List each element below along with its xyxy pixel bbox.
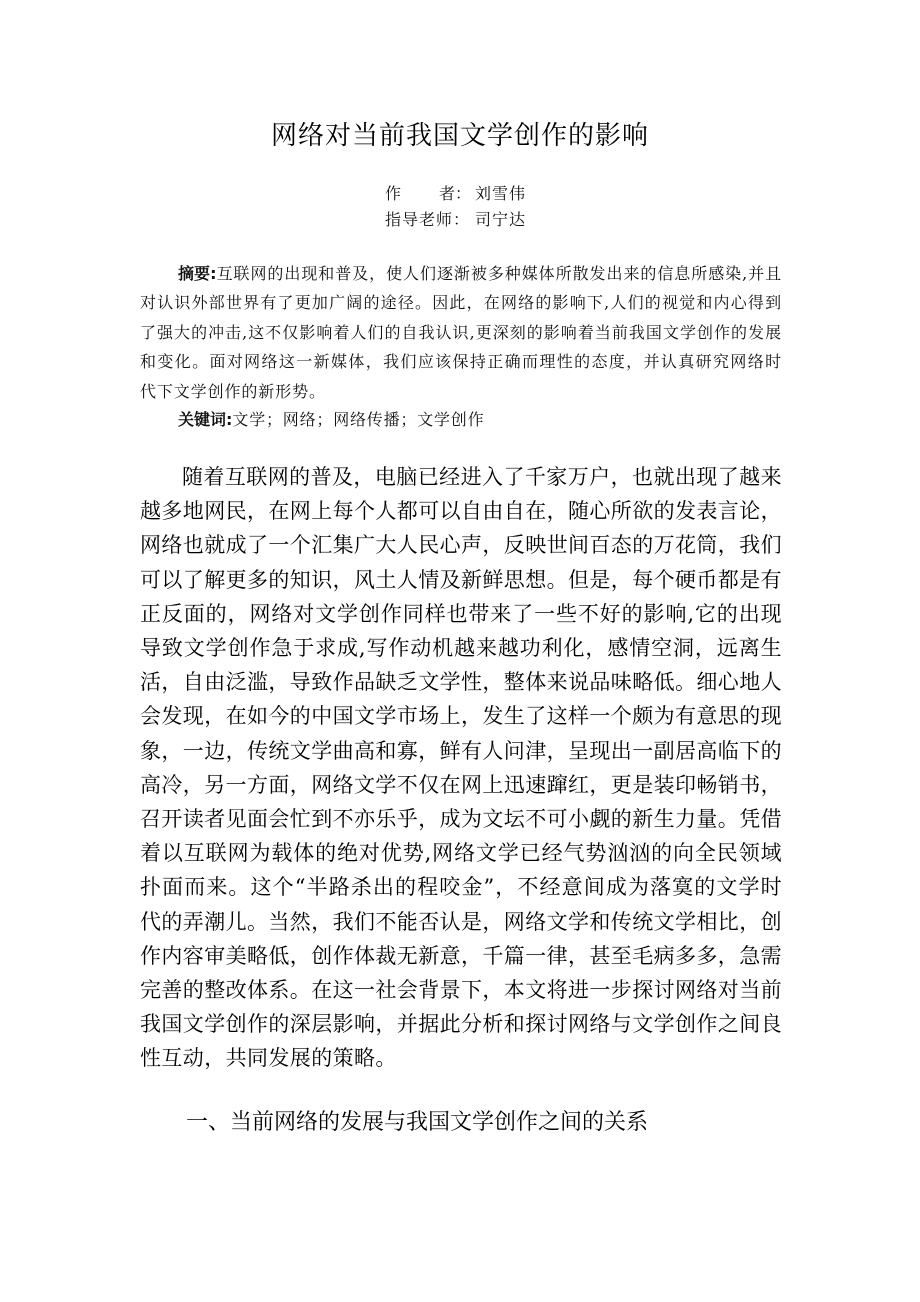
section-heading: 一、当前网络的发展与我国文学创作之间的关系 [186,1110,649,1135]
advisor-label: 指导老师： [385,210,471,229]
author-line [385,183,585,205]
author-label-part-1: 作 [385,184,402,203]
abstract-label: 摘要: [178,264,217,283]
author-label-part-2: 者： [439,184,472,203]
abstract-text: 互联网的出现和普及，使人们逐渐被多种媒体所散发出来的信息所感染,并且对认识外部世界有了更加广阔的途径。因此，在网络的影响下,人们的视觉和内心得到了强大的冲击,这不仅影响着人们的自我认识,更深刻的影响着当前我国文学创作的发展和变化。面对网络这一新媒体，我们应该保持正确而理性的态度，并认真研究网络时代下文学创作的新形势。 [140,264,783,401]
advisor-name: 司宁达 [475,210,527,229]
author-name: 刘雪伟 [475,184,527,203]
abstract-block [140,259,782,406]
paper-title: 网络对当前我国文学创作的影响 [270,121,649,151]
advisor-line [385,209,585,231]
keywords-text: 文学；网络；网络传播；文学创作 [232,410,485,429]
body-paragraph: 随着互联网的普及，电脑已经进入了千家万户，也就出现了越来越多地网民，在网上每个人都可以自由自在，随心所欲的发表言论，网络也就成了一个汇集广大人民心声，反映世间百态的万花筒，我们可以了解更多的知识，风土人情及新鲜思想。但是，每个硬币都是有正反面的，网络对文学创作同样也带来了一些不好的影响,它的出现导致文学创作急于求成,写作动机越来越功利化，感情空洞，远离生活，自由泛滥，导致作品缺乏文学性，整体来说品味略低。细心地人会发现，在如今的中国文学市场上，发生了这样一个颇为有意思的现象，一边，传统文学曲高和寡，鲜有人问津，呈现出一副居高临下的高冷，另一方面，网络文学不仅在网上迅速蹿红，更是装印畅销书，召开读者见面会忙到不亦乐乎，成为文坛不可小觑的新生力量。凭借着以互联网为载体的绝对优势,网络文学已经气势汹汹的向全民领域扑面而来。这个“半路杀出的程咬金”，不经意间成为落寞的文学时代的弄潮儿。当然，我们不能否认是，网络文学和传统文学相比，创作内容审美略低，创作体裁无新意，千篇一律，甚至毛病多多，急需完善的整改体系。在这一社会背景下，本文将进一步探讨网络对当前我国文学创作的深层影响，并据此分析和探讨网络与文学创作之间良性互动，共同发展的策略。 [140,465,782,1071]
author-label [385,183,475,205]
keywords-label: 关键词: [178,410,233,429]
keywords-line [178,408,778,432]
